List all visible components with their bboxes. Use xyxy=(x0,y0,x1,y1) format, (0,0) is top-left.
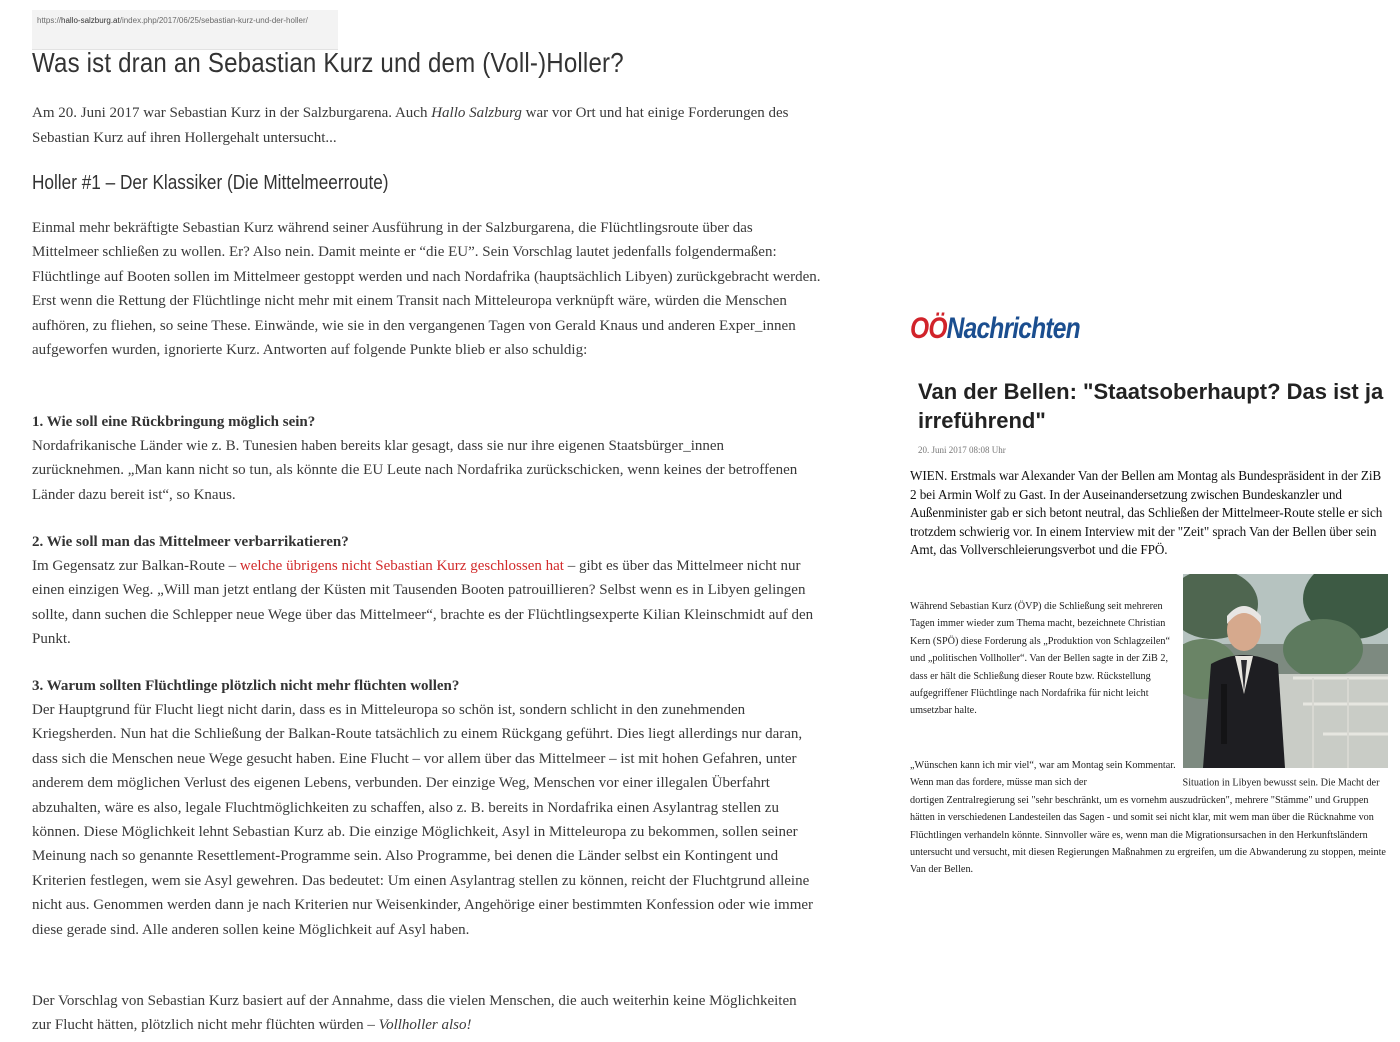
question-2-text xyxy=(32,554,822,652)
paragraph-intro-route: Einmal mehr bekräftigte Sebastian Kurz während seiner Ausführung in der Salzburgarena, die Flüchtlingsroute über das Mittelmeer schließen zu wollen. Er? Also nein. Damit meinte er “die EU”. Sein Vorschlag lautet jedenfalls folgendermaßen: Flüchtlinge auf Booten sollen im Mittelmeer gestoppt werden und nach Nordafrika (hauptsächlich Libyen) zurückgebracht werden. Erst wenn die Rettung der Flüchtlinge nicht mehr mit einem Transit nach Mitteleuropa verknüpft wäre, würden die Menschen aufhören, zu fliehen, so seine These. Einwände, wie sie in den vergangenen Tagen von Gerald Knaus und anderen Exper_innen aufgeworfen wurden, ignorierte Kurz. Antworten auf folgende Punkte blieb er also schuldig: xyxy=(32,220,821,359)
logo-part-nachrichten: Nachrichten xyxy=(946,312,1080,345)
question-2-text-a: Im Gegensatz zur Balkan-Route – xyxy=(32,558,240,574)
question-block-1 xyxy=(32,410,802,507)
url-bar[interactable] xyxy=(32,10,338,50)
van-der-bellen-photo xyxy=(1183,574,1388,768)
url-prefix: https:// xyxy=(37,16,62,25)
conclusion-text: Der Vorschlag von Sebastian Kurz basiert auf der Annahme, dass die vielen Menschen, die auch weiterhin keine Möglichkeiten zur Flucht hätten, plötzlich nicht mehr flüchten würden – xyxy=(32,993,797,1034)
conclusion-paragraph xyxy=(32,989,802,1038)
ooenachrichten-logo[interactable] xyxy=(910,312,1080,346)
clipping-headline: Van der Bellen: "Staatsoberhaupt? Das ist ja irreführend" xyxy=(918,379,1384,433)
question-block-3 xyxy=(32,674,822,942)
intro-text-b: war vor Ort und hat einige Forderungen des Sebastian Kurz auf ihren Hollergehalt untersucht... xyxy=(32,105,789,146)
question-1-title: 1. Wie soll eine Rückbringung möglich sein? xyxy=(32,414,316,430)
logo-part-oo: OÖ xyxy=(910,312,947,345)
section-title: Holler #1 – Der Klassiker (Die Mittelmeerroute) xyxy=(32,172,389,194)
question-2-title: 2. Wie soll man das Mittelmeer verbarrikatieren? xyxy=(32,534,349,550)
clipping-paragraph-2 xyxy=(910,757,1386,879)
clipping-date: 20. Juni 2017 08:08 Uhr xyxy=(918,445,1006,455)
clipping-paragraph-2-b: Situation in Libyen bewusst sein. Die Macht der dortigen Zentralregierung sei "sehr beschränkt, um es vornehm auszudrücken", mehrere "Stämme" und Gruppen hätten in verschiedenen Landesteilen das Sagen - und somit sei nicht klar, mit wem man über die Rücknahme von Flüchtlingen verhandeln könnte. Sinnvoller wäre es, wenn man die Migrationsursachen in den Herkunftsländern untersucht und versucht, mit diesen Regierungen Maßnahmen zu ergreifen, um die Abwanderung zu stoppen, meinte Van der Bellen. xyxy=(910,777,1386,876)
intro-text-a: Am 20. Juni 2017 war Sebastian Kurz in der Salzburgarena. Auch xyxy=(32,105,432,121)
question-block-2 xyxy=(32,530,822,652)
conclusion-italic: Vollholler also! xyxy=(378,1017,472,1034)
balkan-route-link[interactable]: welche übrigens nicht Sebastian Kurz geschlossen hat xyxy=(239,558,564,574)
question-2-text-b: – gibt es über das Mittelmeer nicht nur einen einzigen Weg. „Will man jetzt entlang der Küsten mit Tausenden Booten patrouillieren? Selbst wenn es in Libyen gelingen sollte, dann suchen die Schlepper neue Wege über das Mittelmeer“, brachte es der Flüchtlingsexperte Kilian Kleinschmidt auf den Punkt. xyxy=(32,558,814,648)
intro-italic-publication: Hallo Salzburg xyxy=(431,105,522,121)
url-path: /index.php/2017/06/25/sebastian-kurz-und-der-holler/ xyxy=(119,16,308,25)
question-1-text: Nordafrikanische Länder wie z. B. Tunesien haben bereits klar gesagt, dass sie nur ihre eigenen Staatsbürger_innen zurücknehmen. „Man kann nicht so tun, als könnte die EU Leute nach Nordafrika zurückschicken, wenn keines der betroffenen Länder dazu bereit ist“, so Knaus. xyxy=(32,438,798,503)
clipping-paragraph-2-a: „Wünschen kann ich mir viel“, war am Montag sein Kommentar. Wenn man das fordere, müsse man sich der xyxy=(910,760,1176,789)
clipping-lead: WIEN. Erstmals war Alexander Van der Bellen am Montag als Bundespräsident in der ZiB 2 bei Armin Wolf zu Gast. In der Auseinandersetzung zwischen Bundeskanzler und Außenminister gab er sich betont neutral, das Schließen der Mittelmeer-Route stelle er sich trotzdem schwierig vor. In einem Interview mit der "Zeit" sprach Van der Bellen über sein Amt, das Vollverschleierungsverbot und die FPÖ. xyxy=(910,468,1383,558)
question-3-title: 3. Warum sollten Flüchtlinge plötzlich nicht mehr flüchten wollen? xyxy=(32,678,460,694)
question-3-text: Der Hauptgrund für Flucht liegt nicht darin, dass es in Mitteleuropa so schön ist, sondern schlicht in den zunehmenden Kriegsherden. Nun hat die Schließung der Balkan-Route tatsächlich zu einem Rückgang geführt. Dies liegt allerdings nur daran, dass sich die Menschen neue Wege gesucht haben. Eine Flucht – vor allem über das Mittelmeer – ist mit hohen Gefahren, unter anderem dem möglichen Verlust des eigenen Lebens, verbunden. Der einzige Weg, Menschen vor einer illegalen Überfahrt abzuhalten, wäre es also, legale Fluchtmöglichkeiten zu schaffen, also z. B. bereits in Nordafrika einen Asylantrag stellen zu können. Diese Möglichkeit lehnt Sebastian Kurz ab. Die einzige Möglichkeit, Asyl in Mitteleuropa zu bekommen, sollen seiner Meinung nach so genannte Resettlement-Programme sein. Also Programme, bei denen die Länder selbst ein Kontingent und Kriterien festlegen, wem sie Asyl gewehren. Das bedeutet: Um einen Asylantrag stellen zu können, reicht der Fluchtgrund alleine nicht aus. Genommen werden dann je nach Kriterien nur Weisenkinder, Angehörige einer bestimmten Konfession oder wie immer diese gerade sind. Alle anderen sollen keine Möglichkeit auf Asyl haben. xyxy=(32,702,814,938)
url-host: hallo-salzburg.at xyxy=(61,16,120,25)
clipping-paragraph-1: Während Sebastian Kurz (ÖVP) die Schließung seit mehreren Tagen immer wieder zum Thema macht, bezeichnete Christian Kern (SPÖ) diese Forderung als „Produktion von Schlagzeilen“ und „politischen Vollholler“. Van der Bellen sagte in der ZiB 2, dass er hält die Schließung dieser Route bzw. Rückstellung aufgegriffener Flüchtlinge nach Nordafrika für nicht leicht umsetzbar halte. xyxy=(910,601,1171,717)
article-intro xyxy=(32,101,822,150)
article-title: Was ist dran an Sebastian Kurz und dem (Voll-)Holler? xyxy=(32,47,624,78)
